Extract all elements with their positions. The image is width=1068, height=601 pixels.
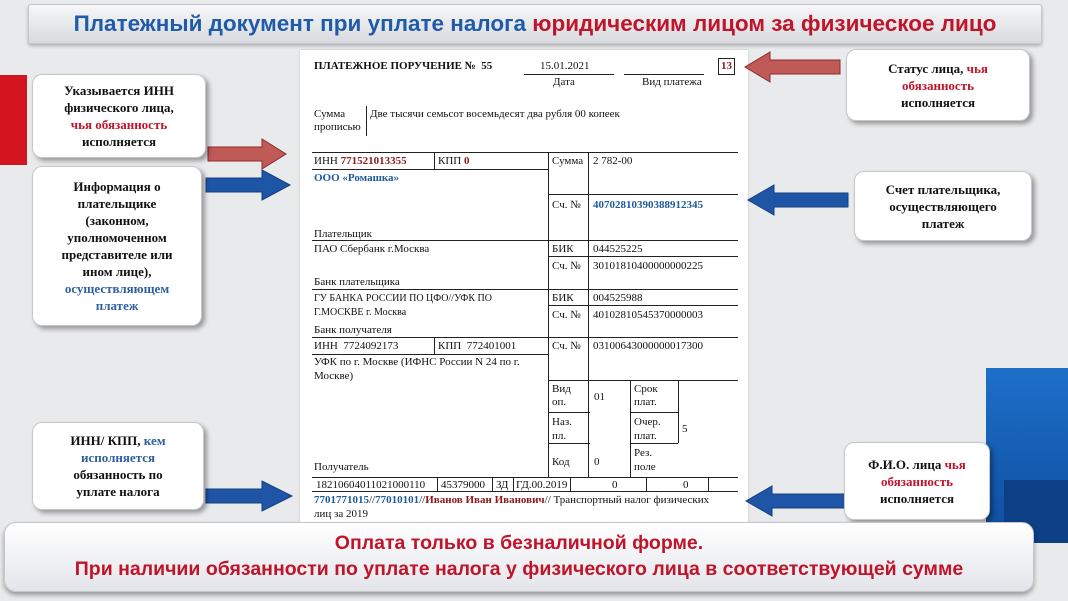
bik-label: БИК: [552, 243, 574, 255]
bik-label-2: БИК: [552, 292, 574, 304]
ocher-value: 5: [682, 423, 688, 435]
payer-inn: ИНН 771521013355: [314, 155, 407, 167]
srok-label-2: плат.: [634, 396, 657, 408]
ocher-label-2: плат.: [634, 430, 657, 442]
doc-date: 15.01.2021: [540, 60, 590, 72]
recipient-bank-label: Банк получателя: [314, 324, 392, 336]
payer-bank-account: 30101810400000000225: [593, 260, 703, 272]
footer-note: [4, 522, 1034, 592]
payer-kpp: КПП 0: [438, 155, 470, 167]
status-code: 13: [718, 58, 735, 75]
title-text-blue: Платежный документ при уплате налога: [73, 11, 533, 36]
sum-words-label-2: прописью: [314, 121, 361, 133]
account-label: Сч. №: [552, 199, 581, 211]
payer-name: ООО «Ромашка»: [314, 172, 400, 184]
payment-purpose-2: лиц за 2019: [314, 508, 368, 520]
blue-arrow-fio: [746, 486, 846, 516]
red-arrow-inn: [208, 139, 286, 169]
callout-payer-info: Информация о плательщике (законном, уполномоченном представителе или ином лице), осуществляющем платеж: [32, 166, 202, 326]
payer-account: 40702810390388912345: [593, 199, 703, 211]
sum-words-label: Сумма: [314, 108, 346, 120]
recipient-name-1: УФК по г. Москве (ИФНС России N 24 по г.: [314, 356, 520, 368]
sum-label: Сумма: [552, 155, 584, 167]
blue-arrow-payer-info: [206, 170, 290, 200]
recipient-bank-1: ГУ БАНКА РОССИИ ПО ЦФО//УФК ПО: [314, 293, 492, 304]
payer-label: Плательщик: [314, 228, 372, 240]
recipient-bik: 004525988: [593, 292, 643, 304]
recipient-bank-account: 40102810545370000003: [593, 309, 703, 321]
callout-status: Статус лица, чья обязанность исполняется: [846, 49, 1030, 121]
blue-arrow-inn-kpp: [206, 481, 292, 511]
footer-line-1: Оплата только в безналичной форме.: [334, 532, 704, 554]
doc-heading: ПЛАТЕЖНОЕ ПОРУЧЕНИЕ № 55: [314, 60, 493, 72]
naz-label-2: пл.: [552, 430, 567, 442]
sum-value: 2 782-00: [593, 155, 633, 167]
footer-line-2: При наличии обязанности по уплате налога у физического лица в соответствующей сумме: [74, 558, 964, 580]
rez-label: Рез.: [634, 447, 653, 459]
recipient-label: Получатель: [314, 461, 369, 473]
payer-bik: 044525225: [593, 243, 643, 255]
title-text-red: юридическим лицом за физическое лицо: [532, 11, 997, 36]
naz-label: Наз.: [552, 416, 572, 428]
ocher-label: Очер.: [634, 416, 661, 428]
blue-arrow-account: [748, 185, 848, 215]
sum-in-words: Две тысячи семьсот восемьдесят два рубля 00 копеек: [370, 108, 620, 120]
kbk: 18210604011021000110: [316, 479, 426, 491]
srok-label: Срок: [634, 383, 658, 395]
vid-op-label: Вид: [552, 383, 571, 395]
callout-fio: Ф.И.О. лица чья обязанность исполняется: [844, 442, 990, 520]
account-label-2: Сч. №: [552, 260, 581, 272]
recipient-bank-2: Г.МОСКВЕ г. Москва: [314, 307, 407, 318]
red-arrow-status: [745, 52, 840, 82]
recipient-kpp: КПП 772401001: [438, 340, 517, 352]
vid-op-label-2: оп.: [552, 396, 567, 408]
callout-inn-kpp: ИНН/ КПП, кем исполняется обязанность по уплате налога: [32, 422, 204, 510]
callout-inn: Указывается ИНН физического лица, чья обязанность исполняется: [32, 74, 206, 158]
tax-period: ГД.00.2019: [516, 479, 568, 491]
kod-value: 0: [594, 456, 600, 468]
recipient-account: 03100643000000017300: [593, 340, 703, 352]
vid-op-value: 01: [594, 391, 605, 403]
doc-date-field: 0: [683, 479, 689, 491]
callout-account: Счет плательщика, осуществляющего платеж: [854, 171, 1032, 241]
payer-bank: ПАО Сбербанк г.Москва: [314, 243, 430, 255]
rez-label-2: поле: [634, 461, 656, 473]
payment-type-label: Вид платежа: [642, 76, 702, 88]
payment-purpose-1: 7701771015//77010101//Иванов Иван Иванович// Транспортный налог физических: [314, 494, 710, 506]
date-label: Дата: [553, 76, 575, 88]
payer-bank-label: Банк плательщика: [314, 276, 400, 288]
account-label-4: Сч. №: [552, 340, 581, 352]
basis: ЗД: [496, 479, 509, 491]
account-label-3: Сч. №: [552, 309, 581, 321]
oktmo: 45379000: [441, 479, 485, 491]
recipient-inn: ИНН 7724092173: [314, 340, 399, 352]
kod-label: Код: [552, 456, 570, 468]
doc-num: 0: [612, 479, 618, 491]
recipient-name-2: Москве): [314, 370, 354, 382]
